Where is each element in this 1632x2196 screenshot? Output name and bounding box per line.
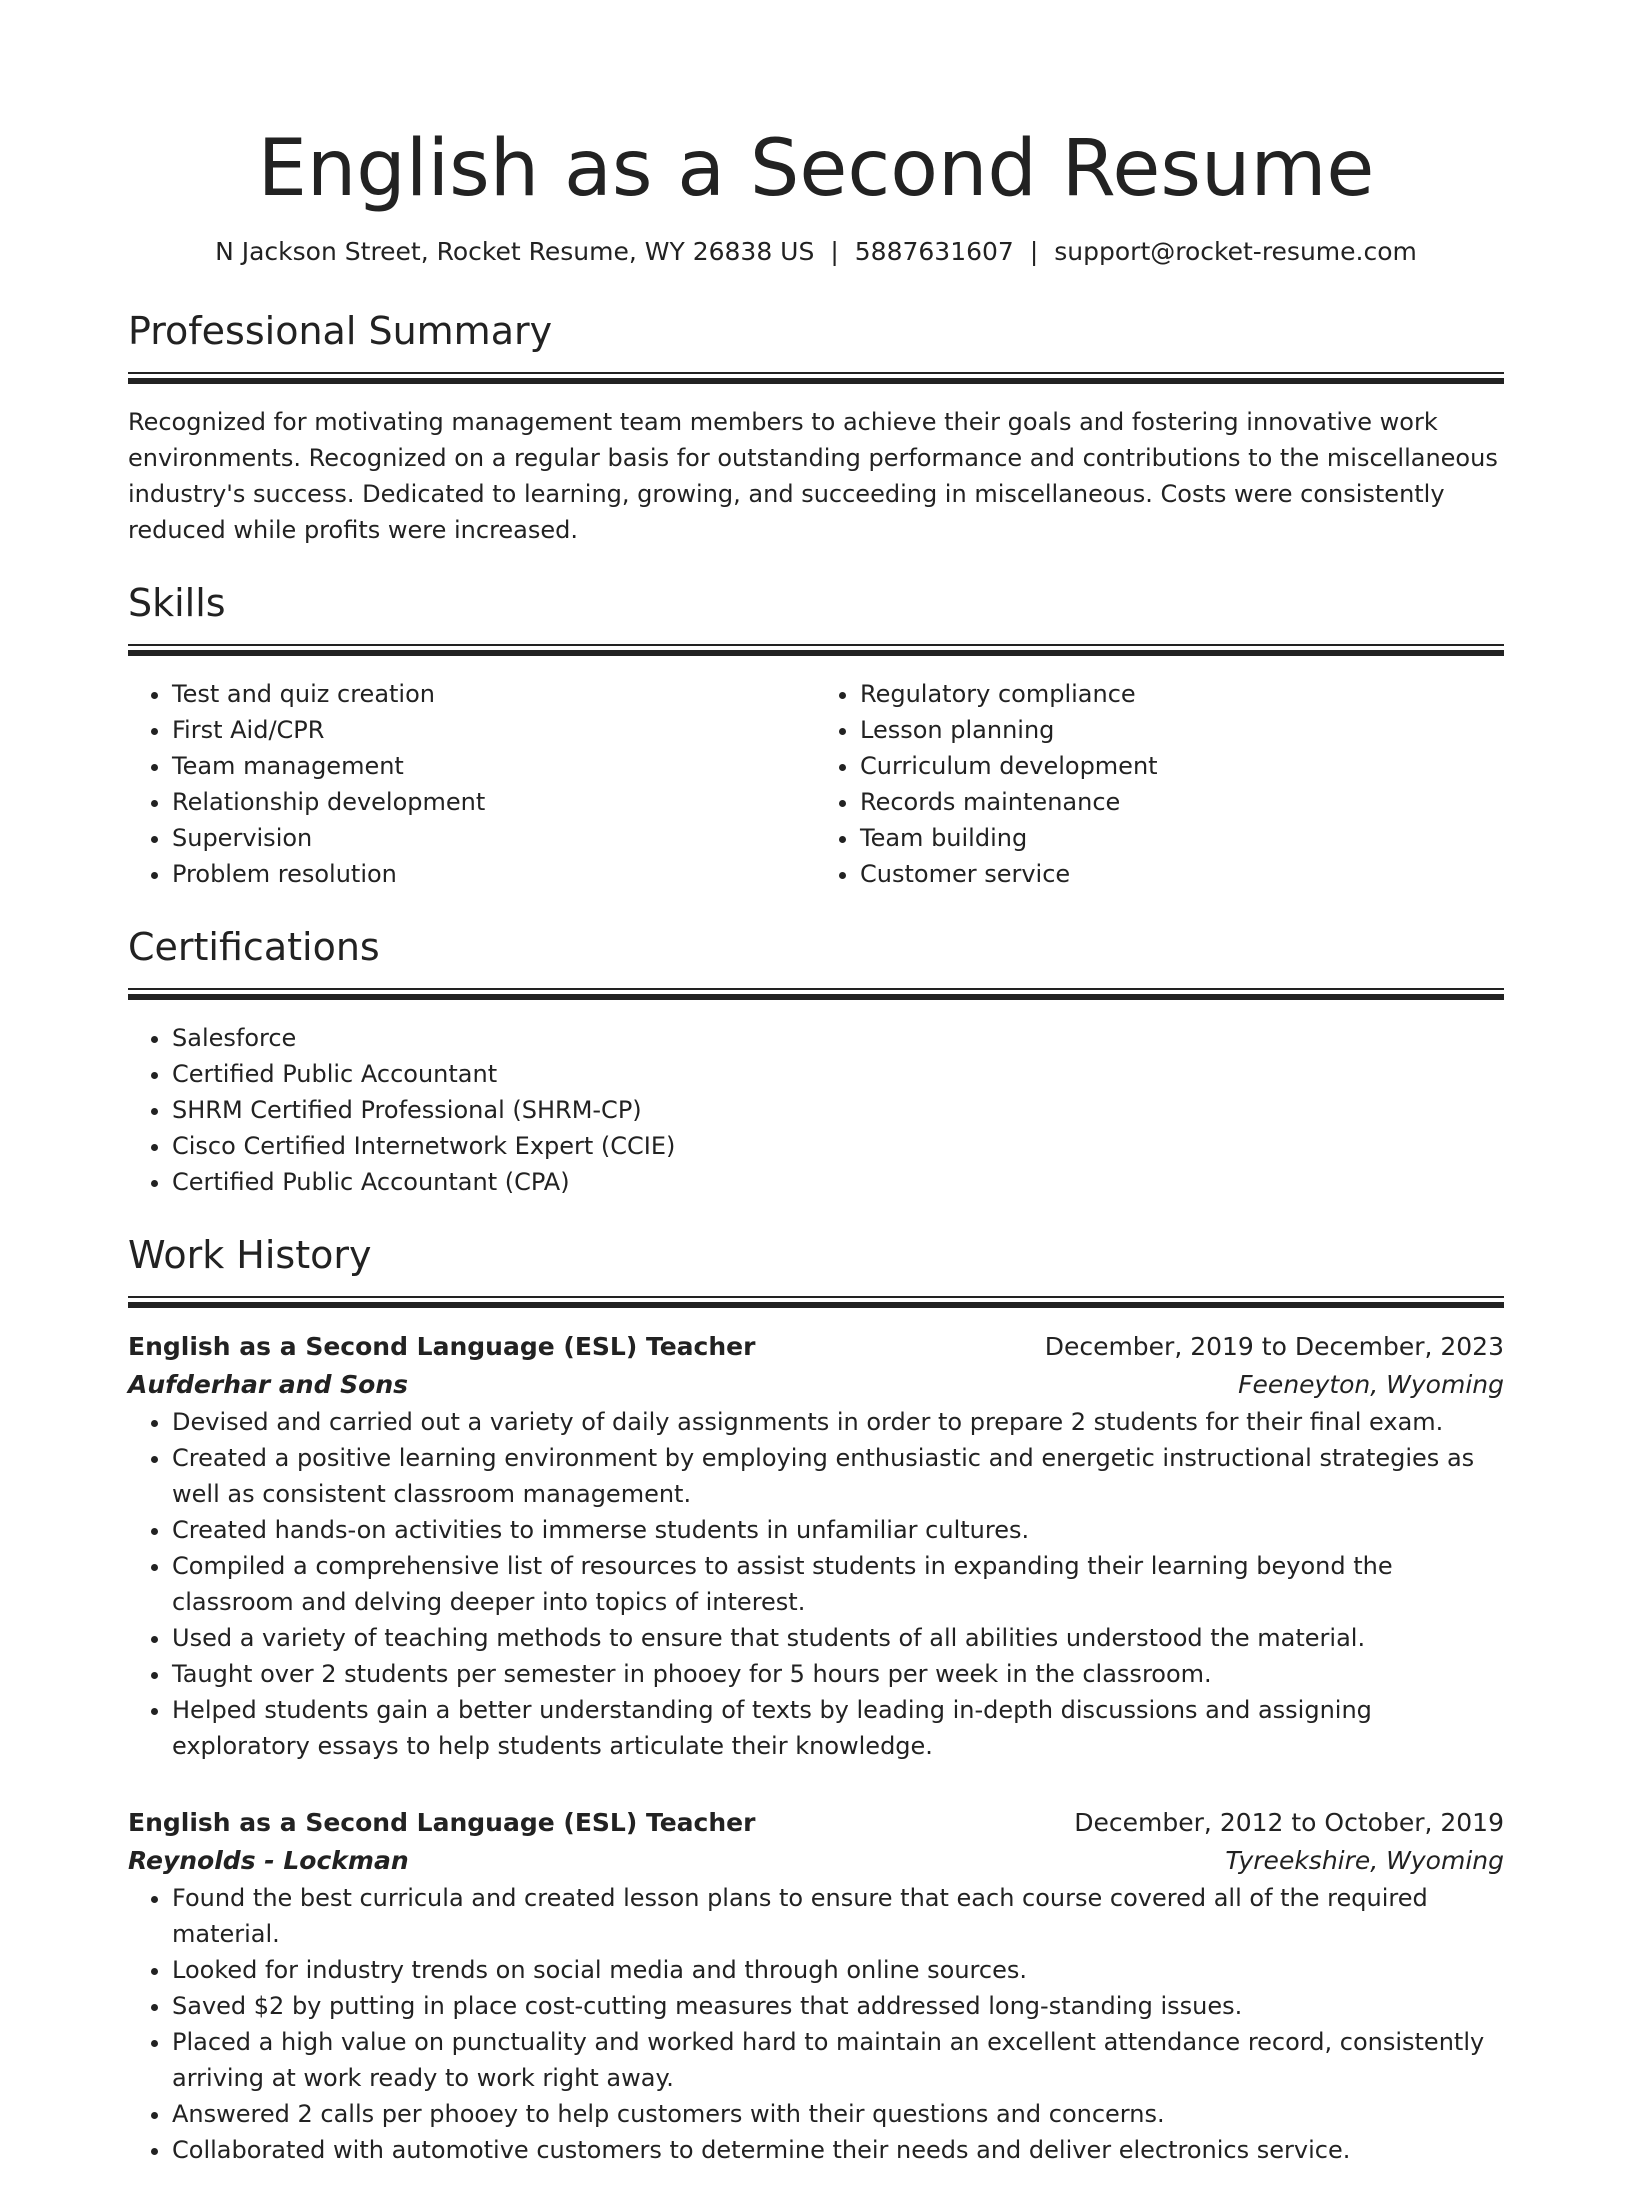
job-dates: December, 2019 to December, 2023 xyxy=(1044,1332,1504,1361)
job-header xyxy=(128,1804,1504,1842)
section-title-summary: Professional Summary xyxy=(128,309,553,353)
contact-email: support@rocket-resume.com xyxy=(1054,237,1417,266)
skill-item: • Curriculum development xyxy=(860,748,1504,784)
job-entry xyxy=(128,1804,1504,2168)
job-bullet: • Looked for industry trends on social media and through online sources. xyxy=(172,1952,1504,1988)
job-title: English as a Second Language (ESL) Teacher xyxy=(128,1332,756,1361)
job-bullet: • Answered 2 calls per phooey to help customers with their questions and concerns. xyxy=(172,2096,1504,2132)
certification-item: • Certified Public Accountant (CPA) xyxy=(172,1164,1504,1200)
job-bullet: • Helped students gain a better understanding of texts by leading in-depth discussions and assigning exploratory essays to help students articulate their knowledge. xyxy=(172,1692,1504,1764)
certification-item: • Certified Public Accountant xyxy=(172,1056,1504,1092)
job-company: Reynolds - Lockman xyxy=(128,1846,409,1875)
job-bullet: • Collaborated with automotive customers to determine their needs and deliver electronics service. xyxy=(172,2132,1504,2168)
resume-page xyxy=(128,120,1504,2196)
skill-item: • Lesson planning xyxy=(860,712,1504,748)
job-bullet: • Found the best curricula and created lesson plans to ensure that each course covered all of the required material. xyxy=(172,1880,1504,1952)
certification-item: • Salesforce xyxy=(172,1020,1504,1056)
job-dates: December, 2012 to October, 2019 xyxy=(1074,1808,1504,1837)
job-bullet: • Used a variety of teaching methods to ensure that students of all abilities understood the material. xyxy=(172,1620,1504,1656)
job-bullet: • Placed a high value on punctuality and worked hard to maintain an excellent attendance record, consistently arriving at work ready to work right away. xyxy=(172,2024,1504,2096)
job-bullet: • Compiled a comprehensive list of resources to assist students in expanding their learning beyond the classroom and delving deeper into topics of interest. xyxy=(172,1548,1504,1620)
section-title-work: Work History xyxy=(128,1233,372,1277)
contact-separator: | xyxy=(830,237,839,266)
certifications-section xyxy=(128,922,1504,1200)
contact-line xyxy=(128,234,1504,270)
contact-phone: 5887631607 xyxy=(854,237,1014,266)
skill-item: • Problem resolution xyxy=(172,856,816,892)
section-divider xyxy=(128,988,1504,1000)
resume-name: English as a Second Resume xyxy=(257,124,1375,214)
skills-list-right xyxy=(816,676,1504,892)
contact-separator: | xyxy=(1029,237,1039,266)
job-title: English as a Second Language (ESL) Teacher xyxy=(128,1808,756,1837)
section-title-certifications: Certifications xyxy=(128,925,380,969)
skill-item: • Test and quiz creation xyxy=(172,676,816,712)
skills-list-left xyxy=(128,676,816,892)
job-company: Aufderhar and Sons xyxy=(128,1370,409,1399)
section-divider xyxy=(128,644,1504,656)
skill-item: • First Aid/CPR xyxy=(172,712,816,748)
job-bullet: • Taught over 2 students per semester in phooey for 5 hours per week in the classroom. xyxy=(172,1656,1504,1692)
section-divider xyxy=(128,1296,1504,1308)
job-bullet: • Devised and carried out a variety of daily assignments in order to prepare 2 students for their final exam. xyxy=(172,1404,1504,1440)
skills-grid xyxy=(128,676,1504,892)
summary-section xyxy=(128,306,1504,548)
work-section xyxy=(128,1230,1504,2168)
job-location: Tyreekshire, Wyoming xyxy=(1225,1846,1504,1875)
skill-item: • Regulatory compliance xyxy=(860,676,1504,712)
job-bullet: • Saved $2 by putting in place cost-cutting measures that addressed long-standing issues. xyxy=(172,1988,1504,2024)
section-title-skills: Skills xyxy=(128,581,226,625)
certification-item: • Cisco Certified Internetwork Expert (CCIE) xyxy=(172,1128,1504,1164)
job-location: Feeneyton, Wyoming xyxy=(1238,1370,1504,1399)
skills-section xyxy=(128,578,1504,892)
contact-address: N Jackson Street, Rocket Resume, WY 26838 US xyxy=(215,237,815,266)
job-subheader xyxy=(128,1366,1504,1404)
job-subheader xyxy=(128,1842,1504,1880)
section-divider xyxy=(128,372,1504,384)
skill-item: • Relationship development xyxy=(172,784,816,820)
job-bullets xyxy=(128,1880,1504,2168)
job-bullet: • Created a positive learning environment by employing enthusiastic and energetic instructional strategies as well as consistent classroom management. xyxy=(172,1440,1504,1512)
skill-item: • Customer service xyxy=(860,856,1504,892)
job-header xyxy=(128,1328,1504,1366)
job-bullets xyxy=(128,1404,1504,1764)
skill-item: • Team building xyxy=(860,820,1504,856)
job-entry xyxy=(128,1328,1504,1764)
job-bullet: • Created hands-on activities to immerse students in unfamiliar cultures. xyxy=(172,1512,1504,1548)
skill-item: • Records maintenance xyxy=(860,784,1504,820)
summary-text: Recognized for motivating management team members to achieve their goals and fostering innovative work environments. Recognized on a regular basis for outstanding performance and contributions to the miscellaneous industry's success. Dedicated to learning, growing, and succeeding in miscellaneous. Costs were consistently reduced while profits were increased. xyxy=(128,408,1498,544)
skill-item: • Team management xyxy=(172,748,816,784)
certification-item: • SHRM Certified Professional (SHRM-CP) xyxy=(172,1092,1504,1128)
skill-item: • Supervision xyxy=(172,820,816,856)
certifications-list xyxy=(128,1020,1504,1200)
